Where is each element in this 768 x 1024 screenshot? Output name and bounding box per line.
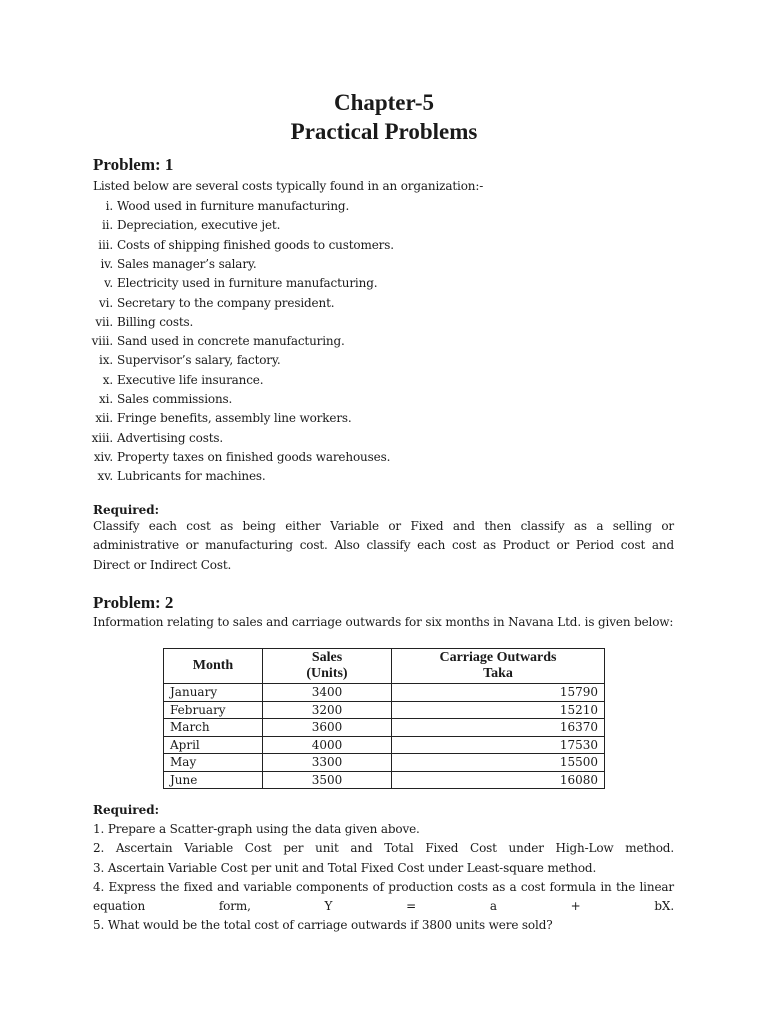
cell-carriage: 15790 xyxy=(392,684,605,702)
required-item: 2. Ascertain Variable Cost per unit and Total Fixed Cost under High-Low method. xyxy=(93,841,674,856)
table-row xyxy=(164,754,605,772)
problem-2-required-list xyxy=(93,820,674,936)
list-item-number: iii. xyxy=(98,237,113,252)
sales-carriage-table xyxy=(163,648,605,789)
cell-month: May xyxy=(164,754,263,772)
list-item-number: vii. xyxy=(95,314,113,329)
list-item-number: vi. xyxy=(99,295,113,310)
table-row xyxy=(164,701,605,719)
list-item-number: xiv. xyxy=(93,449,113,464)
table-row xyxy=(164,684,605,702)
problem-1-intro: Listed below are several costs typically found in an organization:- xyxy=(93,179,484,193)
cell-month: March xyxy=(164,719,263,737)
list-item-number: viii. xyxy=(91,334,113,349)
list-item-text: Sales manager’s salary. xyxy=(117,256,257,271)
table-row xyxy=(164,771,605,789)
list-item-text: Sand used in concrete manufacturing. xyxy=(117,334,345,349)
cell-sales: 3500 xyxy=(263,771,392,789)
header-carriage-line2: Taka xyxy=(483,666,513,681)
table-body xyxy=(164,684,605,789)
list-item-number: xiii. xyxy=(91,430,113,445)
required-item: 5. What would be the total cost of carriage outwards if 3800 units were sold? xyxy=(93,918,553,933)
list-item-number: v. xyxy=(104,276,113,291)
cell-carriage: 16080 xyxy=(392,771,605,789)
list-item-text: Lubricants for machines. xyxy=(117,469,266,484)
list-item-text: Costs of shipping finished goods to customers. xyxy=(117,237,394,252)
list-item-text: Property taxes on finished goods warehouses. xyxy=(117,449,391,464)
list-item-text: Supervisor’s salary, factory. xyxy=(117,353,281,368)
header-sales-line2: (Units) xyxy=(306,666,348,681)
problem-2-intro: Information relating to sales and carriage outwards for six months in Navana Ltd. is given below: xyxy=(93,615,674,629)
header-carriage-line1: Carriage Outwards xyxy=(439,650,557,665)
list-item-number: x. xyxy=(102,372,113,387)
required-item: 3. Ascertain Variable Cost per unit and Total Fixed Cost under Least-square method. xyxy=(93,860,597,875)
header-sales-line1: Sales xyxy=(311,650,343,665)
problem-1-heading: Problem: 1 xyxy=(93,155,174,174)
cell-month: June xyxy=(164,771,263,789)
problem-2-heading: Problem: 2 xyxy=(93,593,174,612)
chapter-number: Chapter-5 xyxy=(333,90,435,115)
cell-sales: 3300 xyxy=(263,754,392,772)
list-item-text: Advertising costs. xyxy=(117,430,224,445)
cell-carriage: 16370 xyxy=(392,719,605,737)
table-row xyxy=(164,719,605,737)
cell-carriage: 17530 xyxy=(392,736,605,754)
cell-sales: 3600 xyxy=(263,719,392,737)
cell-month: February xyxy=(164,701,263,719)
list-item-number: iv. xyxy=(100,256,113,271)
cell-sales: 3400 xyxy=(263,684,392,702)
required-item: 4. Express the fixed and variable components of production costs as a cost formula in the linear equation form, Y = a + bX. xyxy=(93,879,674,914)
problem-2-required-label: Required: xyxy=(93,803,160,817)
cell-sales: 4000 xyxy=(263,736,392,754)
list-item-text: Electricity used in furniture manufacturing. xyxy=(117,276,378,291)
table-header-row xyxy=(164,649,605,684)
list-item-text: Billing costs. xyxy=(117,314,194,329)
list-item-text: Depreciation, executive jet. xyxy=(117,218,281,233)
problem-1-required-text: Classify each cost as being either Variable or Fixed and then classify as a selling or administrative or manufacturing cost. Also classify each cost as Product or Period cost and Direct or Indirect Cost. xyxy=(93,519,674,572)
list-item-number: ii. xyxy=(101,218,113,233)
list-item-number: i. xyxy=(105,199,113,213)
cell-carriage: 15500 xyxy=(392,754,605,772)
header-sales xyxy=(263,649,392,684)
chapter-title: Practical Problems xyxy=(290,119,478,144)
cell-month: January xyxy=(164,684,263,702)
list-item-text: Fringe benefits, assembly line workers. xyxy=(117,411,352,426)
list-item-text: Secretary to the company president. xyxy=(117,295,335,310)
header-month: Month xyxy=(164,649,263,684)
list-item-text: Sales commissions. xyxy=(117,392,233,406)
list-item-text: Wood used in furniture manufacturing. xyxy=(117,199,350,213)
table-row xyxy=(164,736,605,754)
cell-sales: 3200 xyxy=(263,701,392,719)
cell-month: April xyxy=(164,736,263,754)
required-item: 1. Prepare a Scatter-graph using the data given above. xyxy=(93,822,420,836)
cell-carriage: 15210 xyxy=(392,701,605,719)
list-item-text: Executive life insurance. xyxy=(117,372,264,387)
list-item-number: xv. xyxy=(97,469,113,484)
list-item-number: xii. xyxy=(95,411,113,426)
list-item-number: xi. xyxy=(99,392,113,406)
list-item-number: ix. xyxy=(99,353,113,368)
problem-1-required-label: Required: xyxy=(93,503,160,517)
header-carriage xyxy=(392,649,605,684)
